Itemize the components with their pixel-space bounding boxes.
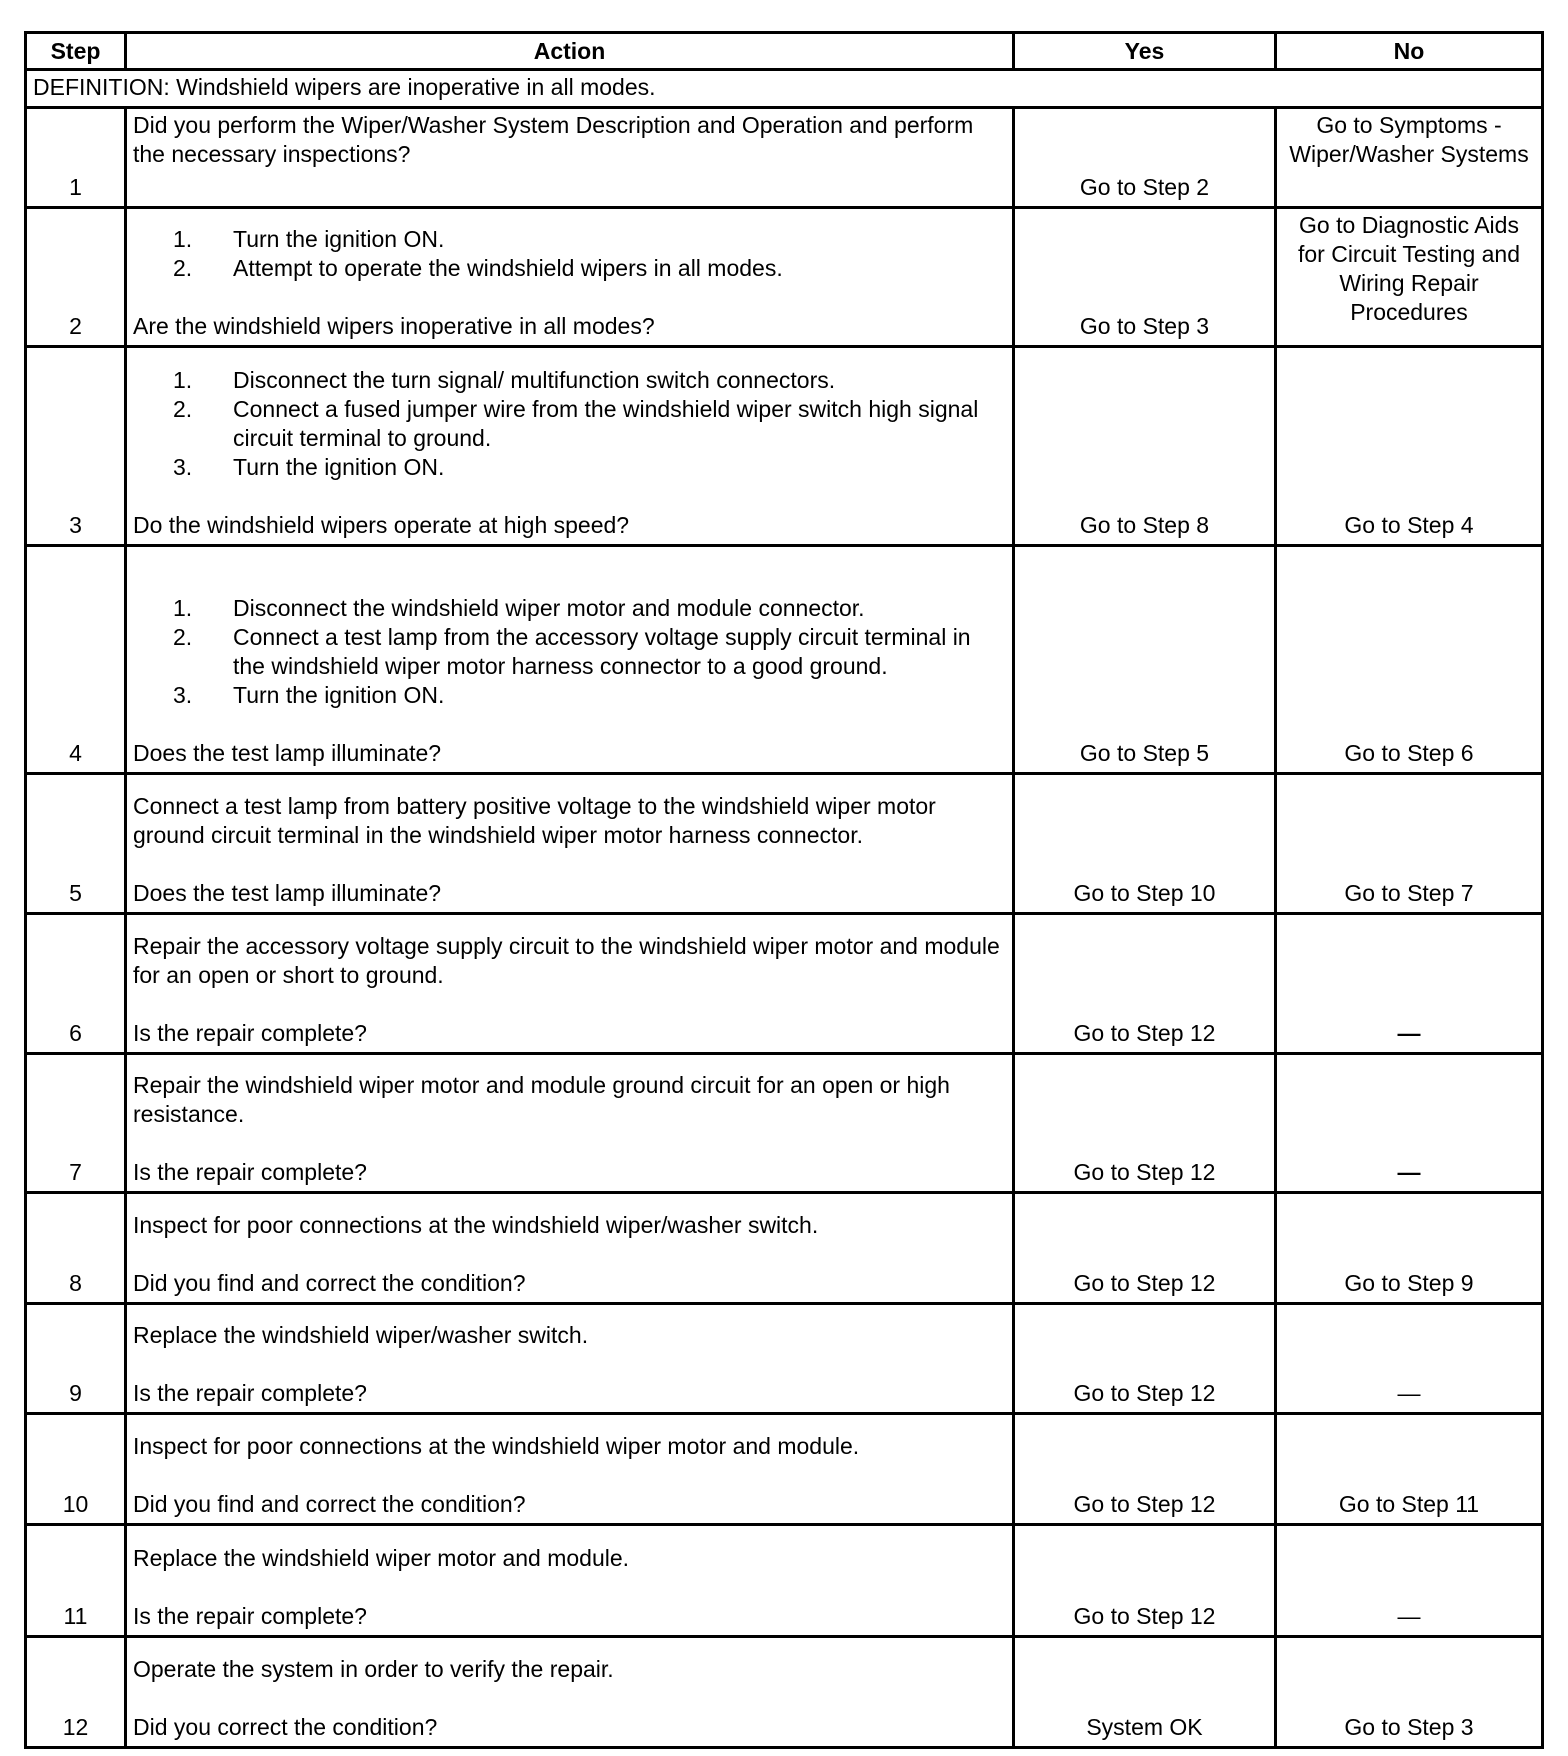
action-cell (126, 1303, 1014, 1413)
definition-row (26, 70, 1543, 108)
action-question: Is the repair complete? (133, 1379, 367, 1406)
list-item: 1. Disconnect the turn signal/ multifunction switch connectors. (173, 366, 836, 393)
yes-cell: Go to Step 8 (1014, 347, 1276, 545)
list-item: 1. Turn the ignition ON. (173, 226, 445, 253)
header-row (26, 33, 1543, 70)
header-yes: Yes (1014, 33, 1276, 70)
table-row (26, 1413, 1543, 1524)
step-number: 9 (26, 1303, 126, 1413)
no-cell: Go to Step 11 (1276, 1413, 1543, 1524)
step-number: 11 (26, 1525, 126, 1636)
step-number: 3 (26, 347, 126, 545)
list-item: 2. Connect a fused jumper wire from the windshield wiper switch high signal circuit terminal to ground. (173, 395, 979, 451)
action-cell (126, 1413, 1014, 1524)
list-item: 3. Turn the ignition ON. (173, 682, 445, 709)
action-question: Did you find and correct the condition? (133, 1491, 526, 1518)
no-cell: — (1276, 914, 1543, 1054)
table-row (26, 207, 1543, 347)
list-item: 2. Attempt to operate the windshield wipers in all modes. (173, 255, 783, 282)
action-text: Inspect for poor connections at the windshield wiper motor and module. (133, 1433, 860, 1460)
action-question: Did you correct the condition? (133, 1714, 438, 1740)
table-row (26, 1303, 1543, 1413)
action-question: Is the repair complete? (133, 1019, 367, 1046)
action-cell (126, 1525, 1014, 1636)
yes-cell: Go to Step 12 (1014, 1413, 1276, 1524)
action-question: Does the test lamp illuminate? (133, 740, 442, 767)
table-row (26, 1636, 1543, 1747)
table-row (26, 914, 1543, 1054)
yes-cell: System OK (1014, 1636, 1276, 1747)
list-item: 3. Turn the ignition ON. (173, 453, 445, 480)
table-row (26, 1525, 1543, 1636)
yes-cell: Go to Step 12 (1014, 1303, 1276, 1413)
action-steps (133, 225, 1006, 283)
step-number: 7 (26, 1053, 126, 1193)
yes-cell: Go to Step 12 (1014, 1053, 1276, 1193)
action-text: Replace the windshield wiper/washer switch. (133, 1321, 589, 1348)
action-text: Repair the accessory voltage supply circuit to the windshield wiper motor and module for an open or short to ground. (133, 932, 1000, 988)
action-cell (126, 207, 1014, 347)
yes-cell: Go to Step 3 (1014, 207, 1276, 347)
action-cell (126, 108, 1014, 207)
no-cell: Go to Diagnostic Aids for Circuit Testing and Wiring Repair Procedures (1276, 207, 1543, 347)
yes-cell: Go to Step 2 (1014, 108, 1276, 207)
table-row (26, 774, 1543, 914)
action-cell (126, 1053, 1014, 1193)
action-cell (126, 1636, 1014, 1747)
list-item-text: Connect a test lamp from the accessory voltage supply circuit terminal in the windshield wiper motor harness connector to a good ground. (233, 624, 971, 680)
step-number: 12 (26, 1636, 126, 1747)
list-item-text: Turn the ignition ON. (233, 226, 445, 253)
yes-cell: Go to Step 5 (1014, 545, 1276, 774)
action-cell (126, 347, 1014, 545)
step-number: 10 (26, 1413, 126, 1524)
list-item-text: Disconnect the turn signal/ multifunction switch connectors. (233, 366, 836, 393)
action-cell (126, 774, 1014, 914)
action-text: Repair the windshield wiper motor and module ground circuit for an open or high resistance. (133, 1072, 950, 1128)
no-cell: Go to Step 3 (1276, 1636, 1543, 1747)
table-row (26, 108, 1543, 207)
list-item-text: Connect a fused jumper wire from the windshield wiper switch high signal circuit terminal to ground. (233, 395, 979, 451)
no-cell: — (1276, 1525, 1543, 1636)
action-steps (133, 594, 1006, 710)
action-cell (126, 545, 1014, 774)
yes-cell: Go to Step 10 (1014, 774, 1276, 914)
list-item-text: Turn the ignition ON. (233, 682, 445, 709)
action-text: Replace the windshield wiper motor and module. (133, 1544, 630, 1571)
action-text: Inspect for poor connections at the windshield wiper/washer switch. (133, 1211, 819, 1238)
no-cell: Go to Step 9 (1276, 1193, 1543, 1303)
action-question: Is the repair complete? (133, 1159, 367, 1186)
yes-cell: Go to Step 12 (1014, 1193, 1276, 1303)
definition-text: DEFINITION: Windshield wipers are inoperative in all modes. (26, 70, 1543, 108)
yes-cell: Go to Step 12 (1014, 914, 1276, 1054)
action-question: Did you find and correct the condition? (133, 1269, 526, 1296)
no-cell: Go to Symptoms - Wiper/Washer Systems (1276, 108, 1543, 207)
table-row (26, 347, 1543, 545)
list-item-text: Attempt to operate the windshield wipers in all modes. (233, 255, 783, 282)
action-text: Did you perform the Wiper/Washer System Description and Operation and perform the necessary inspections? (133, 112, 974, 168)
action-question: Are the windshield wipers inoperative in all modes? (133, 313, 655, 340)
action-steps (133, 366, 1006, 482)
list-item: 2. Connect a test lamp from the accessory voltage supply circuit terminal in the windshield wiper motor harness connector to a good ground. (173, 624, 971, 680)
list-item-text: Disconnect the windshield wiper motor and module connector. (233, 595, 865, 622)
step-number: 5 (26, 774, 126, 914)
action-question: Does the test lamp illuminate? (133, 880, 442, 907)
step-number: 1 (26, 108, 126, 207)
list-item-text: Turn the ignition ON. (233, 453, 445, 480)
list-item: 1. Disconnect the windshield wiper motor and module connector. (173, 595, 865, 622)
step-number: 4 (26, 545, 126, 774)
table-row (26, 1193, 1543, 1303)
diagnostic-table (24, 31, 1544, 1749)
header-action: Action (126, 33, 1014, 70)
step-number: 2 (26, 207, 126, 347)
yes-cell: Go to Step 12 (1014, 1525, 1276, 1636)
header-no: No (1276, 33, 1543, 70)
no-cell: Go to Step 7 (1276, 774, 1543, 914)
action-text: Operate the system in order to verify the repair. (133, 1656, 614, 1682)
no-cell: Go to Step 4 (1276, 347, 1543, 545)
no-cell: Go to Step 6 (1276, 545, 1543, 774)
action-cell (126, 1193, 1014, 1303)
step-number: 8 (26, 1193, 126, 1303)
table-row (26, 545, 1543, 774)
action-question: Is the repair complete? (133, 1602, 367, 1629)
no-cell: — (1276, 1303, 1543, 1413)
header-step: Step (26, 33, 126, 70)
action-question: Do the windshield wipers operate at high speed? (133, 511, 630, 538)
no-cell: — (1276, 1053, 1543, 1193)
table-row (26, 1053, 1543, 1193)
step-number: 6 (26, 914, 126, 1054)
action-text: Connect a test lamp from battery positive voltage to the windshield wiper motor ground circuit terminal in the windshield wiper motor harness connector. (133, 793, 936, 849)
action-cell (126, 914, 1014, 1054)
